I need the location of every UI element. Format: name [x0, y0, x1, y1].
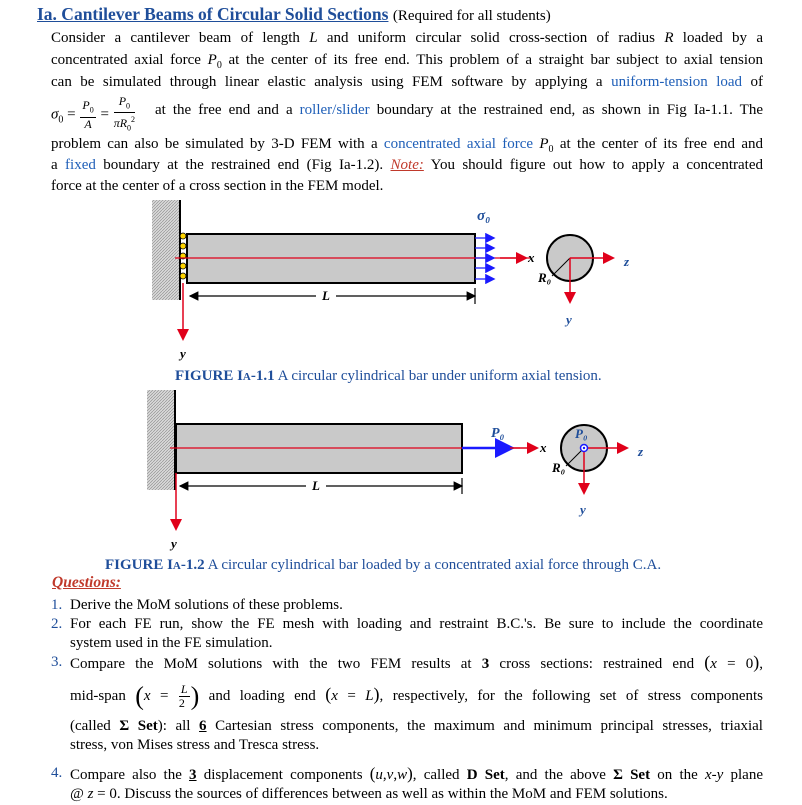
wall-1	[152, 200, 180, 300]
roller-slider-link[interactable]: roller/slider	[299, 102, 370, 118]
intro-line-3: can be simulated through linear elastic analysis using FEM software by applying a uniform-tension load of	[51, 74, 763, 90]
intro-line-6: a fixed boundary at the restrained end (Fig Ia-1.2). Note: You should figure out how to apply a concentrated	[51, 157, 763, 173]
figure-1-caption: FIGURE Ia-1.1 A circular cylindrical bar under uniform axial tension.	[175, 368, 602, 384]
fig2-section-load-label: P₀	[575, 426, 588, 441]
question-4: 4. Compare also the 3 displacement components (u,v,w), called D Set, and the above Σ Set on the x-y plane @ z = 0. Discuss the sources of differences between as well as within the MoM and FEM solutions.	[51, 764, 764, 802]
uniform-tension-link[interactable]: uniform-tension load	[611, 74, 743, 90]
questions-heading: Questions:	[52, 574, 121, 591]
fig1-z-label: z	[624, 254, 630, 269]
uniform-load-arrows	[475, 238, 493, 279]
fig1-radius-label: R₀	[538, 270, 552, 285]
intro-line-4: at the free end and a roller/slider boundary at the restrained end, as shown in Fig Ia-1.1. The	[155, 102, 763, 118]
fig2-y-label: y	[171, 536, 177, 551]
question-3: 3. Compare the MoM solutions with the two FEM results at 3 cross sections: restrained end (x = 0), mid-span (x = $\frac{L}{2}$ ) and loading end (x = L), respectively, for the following set of stress components (called Σ Set): all 6 Cartesian stress components, the maximum and minimum principal stresses, triaxial stress, von Mises stress and Tresca stress.	[51, 652, 763, 753]
sigma-formula: $\sigma_0$ = $\frac{P_0}{A}$ = $\frac{P_0}{\pi R_0^2}$	[51, 94, 136, 133]
fig1-load-label: σ₀	[477, 208, 491, 224]
fig2-radius-label: R₀	[552, 460, 566, 475]
fig1-y-label: y	[180, 346, 186, 361]
wall-2	[147, 390, 175, 490]
question-2: 2. For each FE run, show the FE mesh with loading and restraint B.C.'s. Be sure to include the coordinate system used in the FE simulation.	[51, 616, 763, 651]
figure-2-caption: FIGURE Ia-1.2 A circular cylindrical bar loaded by a concentrated axial force through C.A.	[105, 557, 662, 573]
question-1: 1. Derive the MoM solutions of these problems.	[51, 597, 343, 613]
section-title: Ia. Cantilever Beams of Circular Solid Sections (Required for all students)	[37, 4, 551, 24]
fig2-section-y-label: y	[580, 502, 586, 517]
intro-line-2: concentrated axial force $P_0$ at the center of its free end. This problem of a straight bar subject to axial tension	[51, 52, 763, 71]
required-note: (Required for all students)	[392, 8, 551, 24]
fixed-link[interactable]: fixed	[65, 157, 96, 173]
intro-line-5: problem can also be simulated by 3-D FEM with a concentrated axial force $P_0$ at the center of its free end and	[51, 136, 763, 155]
fig2-x-label: x	[540, 440, 547, 455]
fig1-section-y-label: y	[566, 312, 572, 327]
note-label: Note:	[390, 157, 424, 173]
fig1-length-label: L	[322, 288, 330, 303]
fig2-z-label: z	[638, 444, 644, 459]
concentrated-force-link[interactable]: concentrated axial force	[383, 136, 534, 152]
fig2-load-label: P₀	[491, 426, 505, 441]
fig1-x-label: x	[528, 250, 535, 265]
intro-line-1: Consider a cantilever beam of length L and uniform circular solid cross-section of radius R loaded by a	[51, 30, 764, 46]
intro-line-7: force at the center of a cross section in the FEM model.	[51, 178, 384, 194]
fig2-length-label: L	[312, 478, 320, 493]
